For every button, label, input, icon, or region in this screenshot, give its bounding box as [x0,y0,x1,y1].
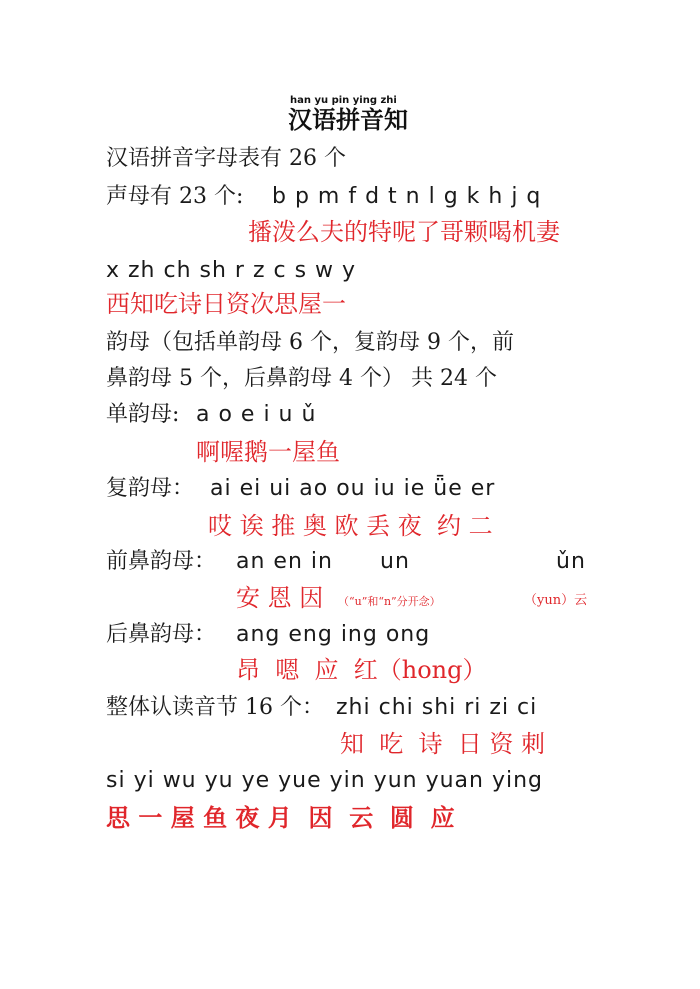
initials-chars-1: 播泼么夫的特呢了哥颗喝机妻 [248,218,560,246]
front-nasal-vn: ǔn [556,549,586,574]
front-nasal-note: （“u”和“n”分开念） [338,595,441,608]
front-nasal-chars: 安 恩 因 [236,584,324,612]
finals-description-2: 鼻韵母 5 个，后鼻韵母 4 个） 共 24 个 [106,366,497,391]
front-nasal-un: un [380,549,410,574]
simple-finals-label: 单韵母: [106,402,180,427]
initials-pinyin-1: b p m f d t n l g k h j q [272,184,542,209]
back-nasal-label: 后鼻韵母： [106,622,217,647]
page-title: 汉语拼音知 [288,105,408,134]
line-alphabet-count: 汉语拼音字母表有 26 个 [106,146,346,171]
front-nasal-pinyin: an en in [236,549,333,574]
simple-finals-pinyin: a o e i u ǔ [196,402,317,427]
whole-syllables-chars-1: 知 吃 诗 日 资 刺 [340,730,546,758]
title-ruby: han yu pin ying zhi [290,95,397,106]
whole-syllables-pinyin-1: zhi chi shi ri zi ci [336,695,538,720]
back-nasal-pinyin: ang eng ing ong [236,622,431,647]
initials-pinyin-2: x zh ch sh r z c s w y [106,258,357,283]
initials-label: 声母有 23 个: [106,184,244,209]
simple-finals-chars: 啊喔鹅一屋鱼 [196,438,340,466]
finals-description-1: 韵母（包括单韵母 6 个，复韵母 9 个，前 [106,330,514,355]
initials-chars-2: 西知吃诗日资次思屋一 [106,290,346,318]
compound-finals-pinyin: ai ei ui ao ou iu ie ǖe er [210,476,496,501]
back-nasal-chars: 昂 嗯 应 红（hong） [236,656,487,684]
compound-finals-label: 复韵母： [106,476,195,501]
compound-finals-chars: 哎 诶 推 奥 欧 丢 夜 约 二 [208,512,493,540]
front-nasal-label: 前鼻韵母： [106,549,217,574]
whole-syllables-pinyin-2: si yi wu yu ye yue yin yun yuan ying [106,768,544,793]
front-nasal-yun: （yun）云 [524,593,588,608]
whole-syllables-label: 整体认读音节 16 个： [106,695,324,720]
whole-syllables-chars-2: 思 一 屋 鱼 夜 月 因 云 圆 应 [106,803,455,832]
